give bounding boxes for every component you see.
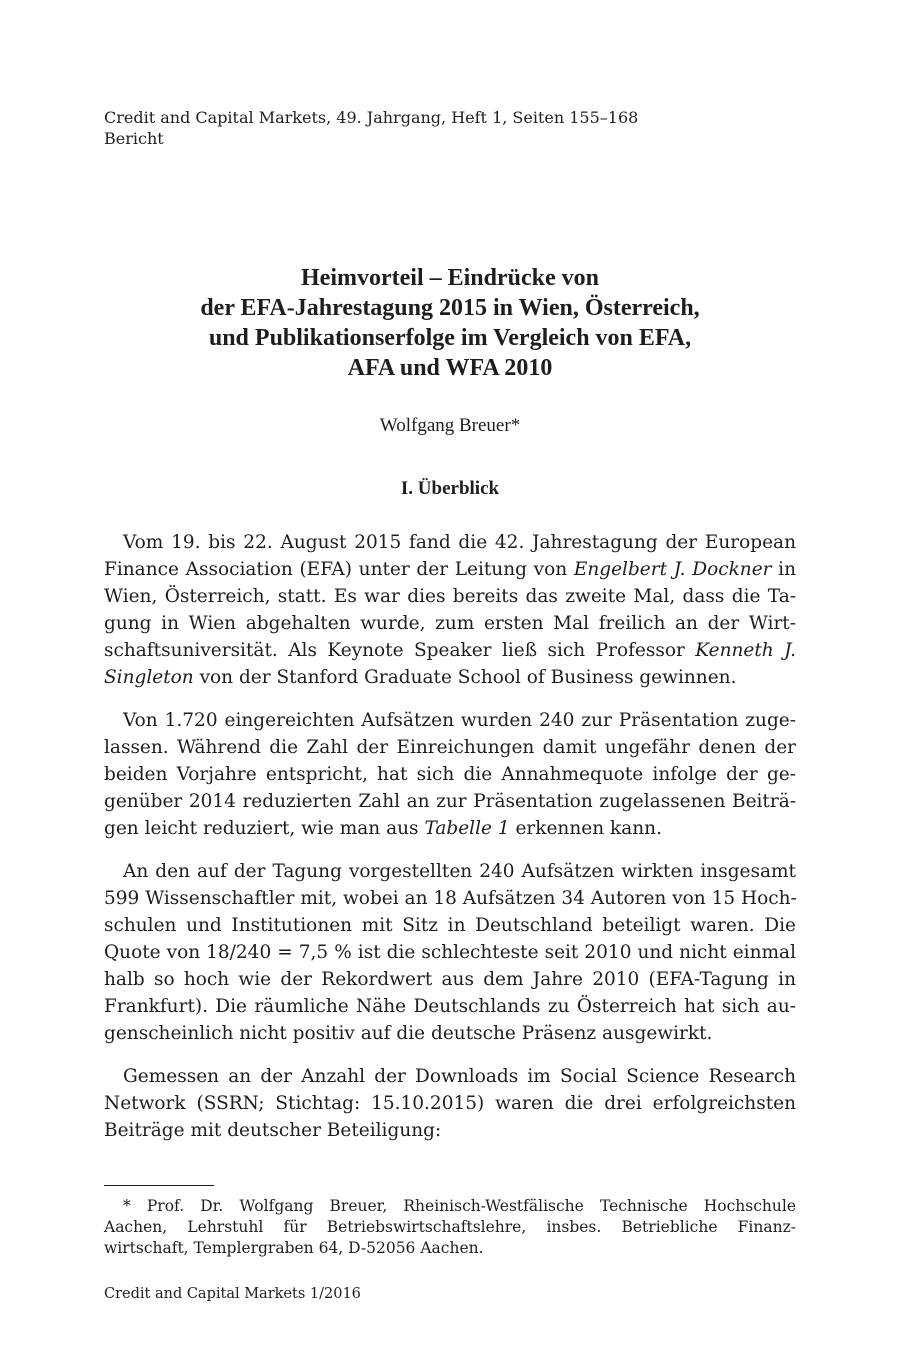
title-line: der EFA-Jahrestagung 2015 in Wien, Österreich, <box>200 295 700 321</box>
paragraph-3-line: halb so hoch wie der Rekordwert aus dem Jahre 2010 (EFA-Tagung in <box>104 969 796 990</box>
section-heading: I. Überblick <box>400 478 500 499</box>
paragraph-3-line: genscheinlich nicht positiv auf die deutsche Präsenz ausgewirkt. <box>104 1023 713 1044</box>
person-name: Engelbert J. Dockner <box>573 559 772 580</box>
footnote-line: * Prof. Dr. Wolfgang Breuer, Rheinisch-Westfälische Technische Hochschule <box>123 1197 796 1215</box>
footnote-line: Aachen, Lehrstuhl für Betriebswirtschaftslehre, insbes. Betriebliche Finanz- <box>104 1218 796 1236</box>
person-name: Singleton <box>104 667 194 688</box>
paragraph-3-line: Quote von 18/240 = 7,5 % ist die schlechteste seit 2010 und nicht einmal <box>104 942 796 963</box>
paragraph-3-line: schulen und Institutionen mit Sitz in Deutschland beteiligt waren. Die <box>104 915 796 936</box>
paragraph-1-line: Wien, Österreich, statt. Es war dies bereits das zweite Mal, dass die Ta- <box>104 586 796 607</box>
table-reference: Tabelle 1 <box>424 818 510 839</box>
article-title <box>104 263 796 383</box>
footnote-line: wirtschaft, Templergraben 64, D-52056 Aachen. <box>104 1239 484 1257</box>
title-line: Heimvorteil – Eindrücke von <box>301 265 599 291</box>
paragraph-1-line: Finance Association (EFA) unter der Leitung von Engelbert J. Dockner in <box>104 559 796 580</box>
paragraph-3-line: An den auf der Tagung vorgestellten 240 Aufsätzen wirkten insgesamt <box>123 861 796 882</box>
paragraph-2-line: beiden Vorjahre entspricht, hat sich die Annahmequote infolge der ge- <box>104 764 796 785</box>
running-footer: Credit and Capital Markets 1/2016 <box>104 1286 361 1302</box>
paragraph-2-line: lassen. Während die Zahl der Einreichungen damit ungefähr denen der <box>104 737 796 758</box>
paragraph-4-line: Network (SSRN; Stichtag: 15.10.2015) waren die drei erfolgreichsten <box>104 1093 796 1114</box>
paragraph-1-line: gung in Wien abgehalten wurde, zum ersten Mal freilich an der Wirt- <box>104 613 796 634</box>
article-type: Bericht <box>104 129 164 148</box>
journal-citation: Credit and Capital Markets, 49. Jahrgang, Heft 1, Seiten 155–168 <box>104 108 639 127</box>
paragraph-3-line: Frankfurt). Die räumliche Nähe Deutschlands zu Österreich hat sich au- <box>104 996 796 1017</box>
footnote-divider <box>104 1185 214 1186</box>
paragraph-4-line: Gemessen an der Anzahl der Downloads im Social Science Research <box>123 1066 796 1087</box>
title-line: und Publikationserfolge im Vergleich von EFA, <box>208 325 692 351</box>
person-name: Kenneth J. <box>695 640 796 661</box>
paragraph-4-line: Beiträge mit deutscher Beteiligung: <box>104 1120 442 1141</box>
paragraph-2-line: genüber 2014 reduzierten Zahl an zur Präsentation zugelassenen Beiträ- <box>104 791 796 812</box>
running-header <box>104 107 638 149</box>
paragraph-1-line: schaftsuniversität. Als Keynote Speaker ließ sich Professor Kenneth J. <box>104 640 796 661</box>
title-line: AFA und WFA 2010 <box>347 355 553 381</box>
paragraph-2-line: gen leicht reduziert, wie man aus Tabelle 1 erkennen kann. <box>104 818 662 839</box>
paragraph-2-line: Von 1.720 eingereichten Aufsätzen wurden 240 zur Präsentation zuge- <box>123 710 796 731</box>
author-name: Wolfgang Breuer* <box>379 415 521 436</box>
paragraph-1-line: Vom 19. bis 22. August 2015 fand die 42. Jahrestagung der European <box>123 532 796 553</box>
paragraph-3-line: 599 Wissenschaftler mit, wobei an 18 Aufsätzen 34 Autoren von 15 Hoch- <box>104 888 797 909</box>
paragraph-1-line: Singleton von der Stanford Graduate School of Business gewinnen. <box>104 667 737 688</box>
